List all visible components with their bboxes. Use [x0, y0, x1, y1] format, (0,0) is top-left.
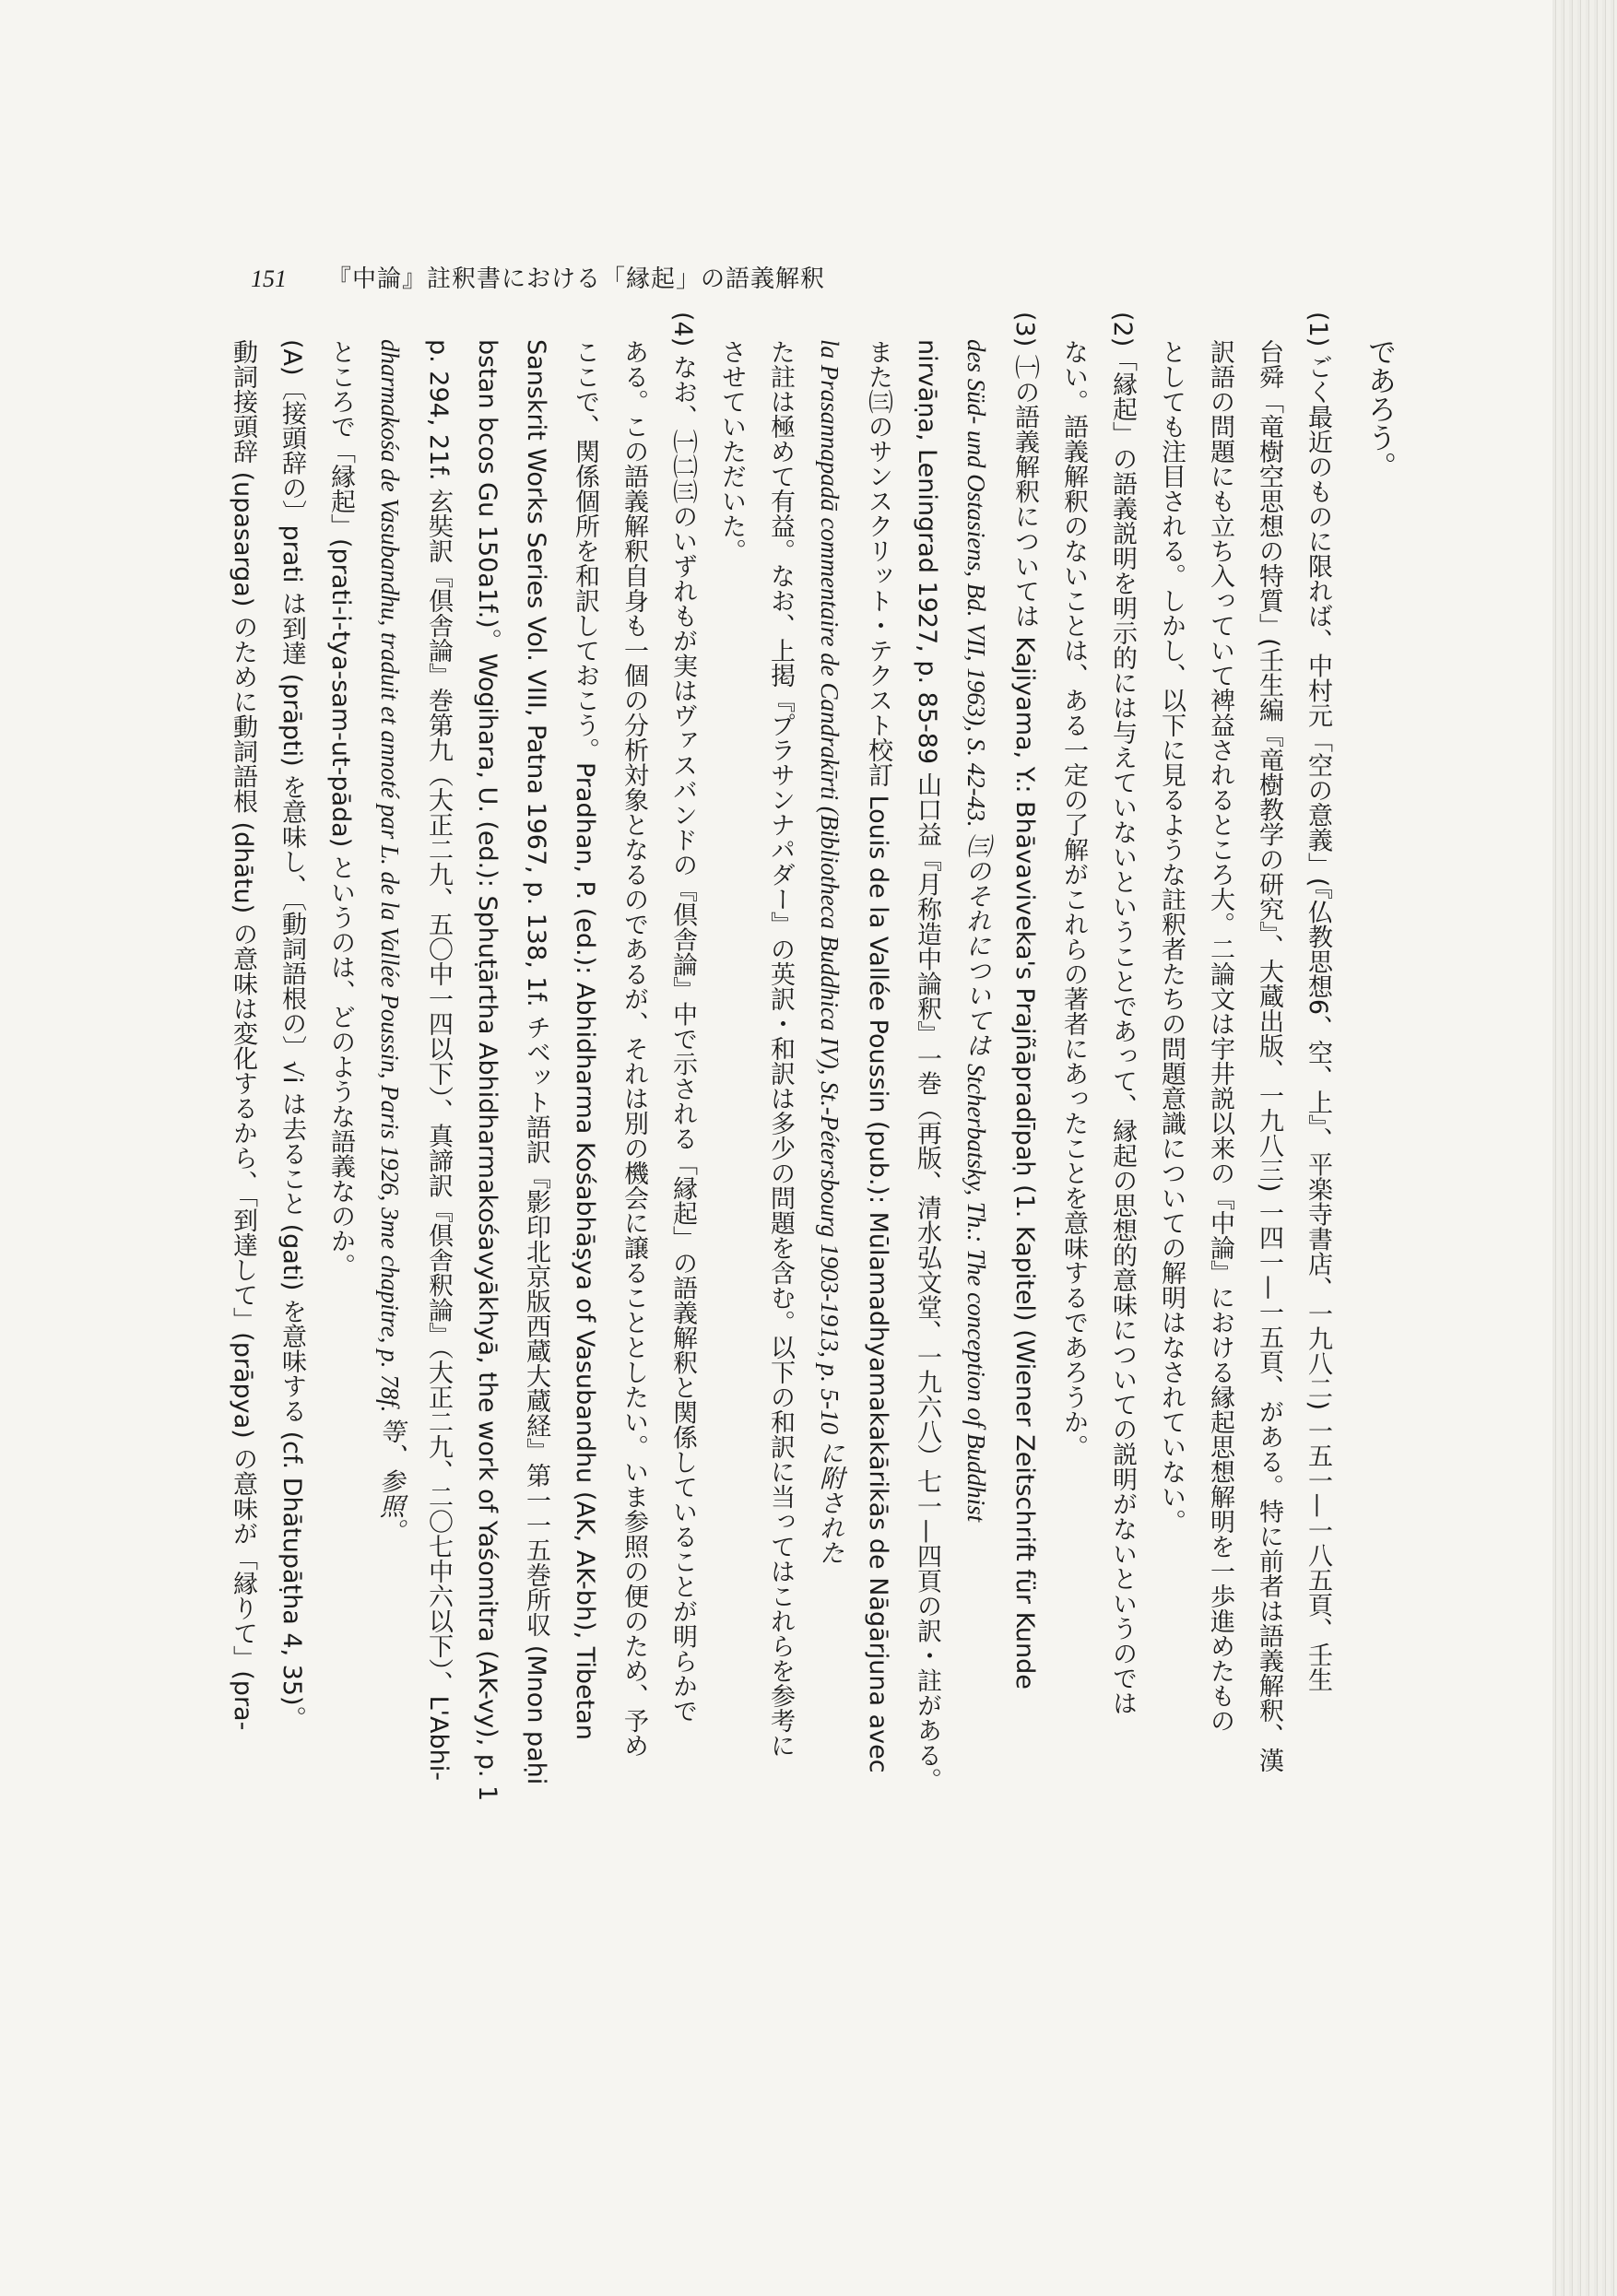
- footnote-4-line: ある。この語義解釈自身も一個の分析対象となるのであるが、それは別の機会に譲ることとしたい。いま参照の便のため、予め: [620, 339, 648, 1758]
- footnote-4-line: ところで「縁起」(prati-i-tya-sam-ut-pāda) というのは、どのような語義なのか。: [326, 339, 355, 1278]
- footnote-2-line: (2)「縁起」の語義説明を明示的には与えていないということであって、縁起の思想的意味についての説明がないというのでは: [1108, 312, 1137, 1716]
- footnote-4-line: dharmakośa de Vasubandhu, traduit et annoté par L. de la Vallée Poussin, Paris 1926, 3me chapitre, p. 78f. 等、参照。: [376, 339, 404, 1544]
- page-number: 151: [251, 265, 287, 292]
- text-line: であろう。: [1363, 337, 1396, 480]
- footnote-1-line: 台舜「竜樹空思想の特質」(壬生編『竜樹教学の研究』、大蔵出版、一九八三) 一四一—一五頁、がある。特に前者は語義解釈、漢: [1255, 339, 1283, 1773]
- footnote-3-line: nirvāṇa, Leningrad 1927, p. 85-89 山口益『月称造中論釈』一巻（再版、清水弘文堂、一九六八）七一—四頁の訳・註がある。: [913, 339, 941, 1793]
- footnote-4-line: 動詞接頭辞 (upasarga) のために動詞語根 (dhātu) の意味は変化するから、「到達して」(prāpya) の意味が「縁りて」(pra-: [229, 339, 257, 1731]
- footnote-4-line: (A)〔接頭辞の〕prati は到達 (prāpti) を意味し、〔動詞語根の〕√i は去ること (gati) を意味する (cf. Dhātupāṭha 4, 35)。: [277, 339, 306, 1731]
- running-header: [251, 261, 825, 298]
- footnote-3-line: させていただいた。: [717, 339, 746, 563]
- footnote-4-line: Sanskrit Works Series Vol. VIII, Patna 1967, p. 138, 1f. チベット語訳『影印北京版西蔵大蔵経』第一一五巻所収 (Mnon paḥi: [522, 339, 550, 1785]
- footnote-1-line: としても注目される。しかし、以下に見るような註釈者たちの問題意識についての解明はなされていない。: [1157, 339, 1186, 1534]
- footnote-1-line: 訳語の問題にも立ち入っていて裨益されるところ大。二論文は宇井説以来の『中論』における縁起思想解明を一歩進めたもの: [1206, 339, 1234, 1733]
- footnote-4-line: bstan bcos Gu 150a1f.)。Wogihara, U. (ed.): Sphuṭārtha Abhidharmakośavyākhyā, the work of Yaśomitra (AK-vy), p. 1: [473, 339, 502, 1802]
- footnote-3-line: また㈢のサンスクリット・テクスト校訂 Louis de la Vallée Poussin (pub.): Mūlamadhyamakakārikās de Nāgārjuna avec: [864, 339, 892, 1773]
- footnote-2-line: ない。語義解釈のないことは、ある一定の了解がこれらの著者にあったことを意味するであろうか。: [1059, 339, 1088, 1459]
- footnote-3-line: た註は極めて有益。なお、上掲『プラサンナパダー』の英訳・和訳は多少の問題を含む。以下の和訳に当ってはこれらを参考に: [766, 339, 795, 1758]
- footnote-3-line: des Süd- und Ostasiens, Bd. VII, 1963), S. 42-43. ㈢のそれについては Stcherbatsky, Th.: The conception of Buddhist: [962, 339, 990, 1523]
- running-title: 『中論』註釈書における「縁起」の語義解釈: [327, 265, 826, 293]
- footnote-4-line: p. 294, 21f. 玄奘訳『倶舎論』巻第九（大正二九、五〇中一四以下）、真諦訳『倶舎釈論』（大正二九、二〇七中六以下）、L'Abhi-: [424, 339, 453, 1781]
- scan-edge-shadow: [1552, 0, 1617, 2296]
- footnote-4-line: ここで、関係個所を和訳しておこう。Pradhan, P. (ed.): Abhidharma Kośabhāṣya of Vasubandhu (AK, AK-bh), Tibetan: [571, 339, 599, 1740]
- footnote-3-line: la Prasannapadā commentaire de Candrakīrti (Bibliotheca Buddhica IV), St.-Pétersbourg 1903-1913, p. 5-10 に附された: [816, 339, 844, 1565]
- footnote-1-line: (1) ごく最近のものに限れば、中村元「空の意義」(『仏教思想6、空、上』、平楽寺書店、一九八二) 一五一—一八五頁、壬生: [1304, 312, 1332, 1692]
- footnote-3-line: (3) ㈠の語義解釈については Kajiyama, Y.: Bhāvaviveka's Prajñāpradīpaḥ (1. Kapitel) (Wiener Zeitschrift für Kunde: [1010, 312, 1039, 1690]
- footnote-4-line: (4) なお、㈠㈡㈢のいずれもが実はヴァスバンドの『倶舎論』中で示される「縁起」の語義解釈と関係していることが明らかで: [668, 312, 697, 1724]
- body-text: [218, 312, 1416, 2164]
